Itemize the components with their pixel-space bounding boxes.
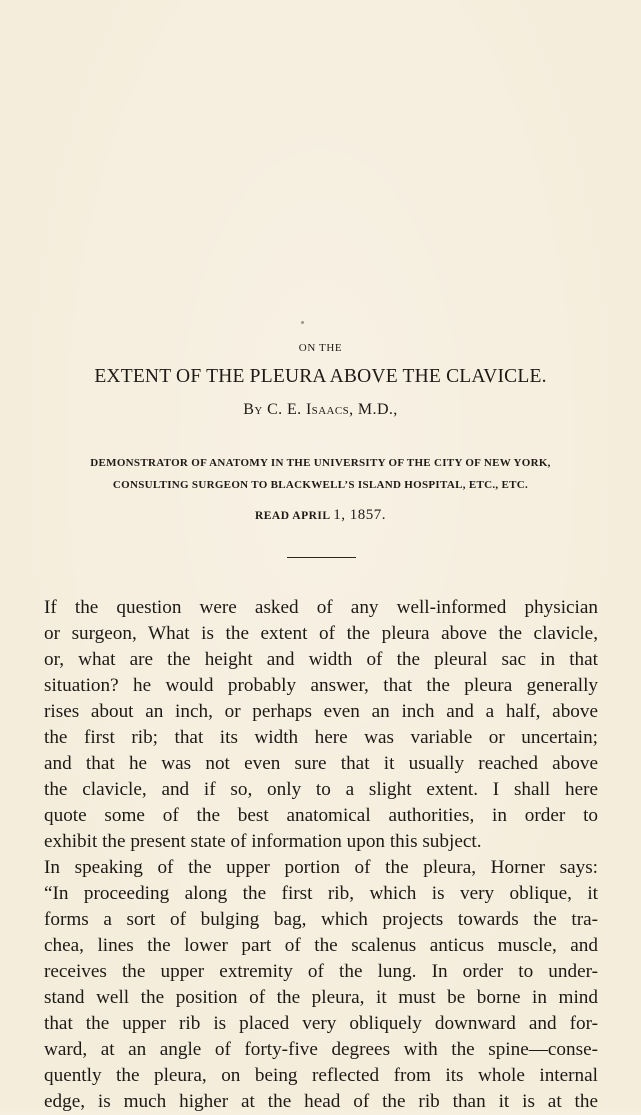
body-line: If the question were asked of any well-informed physician bbox=[44, 597, 598, 618]
read-date bbox=[0, 507, 641, 524]
body-line: forms a sort of bulging bag, which projects towards the tra- bbox=[44, 909, 598, 930]
read-label: READ APRIL bbox=[254, 510, 330, 522]
body-line: that the upper rib is placed very obliquely downward and for- bbox=[44, 1013, 598, 1034]
body-line: quote some of the best anatomical authorities, in order to bbox=[44, 805, 598, 826]
body-line: In speaking of the upper portion of the pleura, Horner says: bbox=[44, 857, 598, 878]
body-line: receives the upper extremity of the lung. In order to under- bbox=[44, 961, 598, 982]
body-line: the first rib; that its width here was variable or uncertain; bbox=[44, 727, 598, 748]
author-credentials-line-1: DEMONSTRATOR OF ANATOMY IN THE UNIVERSITY OF THE CITY OF NEW YORK, bbox=[90, 457, 551, 469]
body-line: ward, at an angle of forty-five degrees with the spine—conse- bbox=[44, 1039, 598, 1060]
pre-title: ON THE bbox=[298, 342, 343, 354]
separator-rule bbox=[287, 557, 356, 558]
body-line: exhibit the present state of information upon this subject. bbox=[44, 831, 482, 852]
read-date-value: 1, 1857. bbox=[333, 507, 387, 523]
body-line: chea, lines the lower part of the scalenus anticus muscle, and bbox=[44, 935, 598, 956]
body-line: edge, is much higher at the head of the rib than it is at the bbox=[44, 1091, 598, 1112]
body-line: situation? he would probably answer, that the pleura generally bbox=[44, 675, 598, 696]
body-line: “In proceeding along the first rib, which is very oblique, it bbox=[44, 883, 598, 904]
body-line: and that he was not even sure that it usually reached above bbox=[44, 753, 598, 774]
body-line: or surgeon, What is the extent of the pleura above the clavicle, bbox=[44, 623, 598, 644]
body-line: the clavicle, and if so, only to a slight extent. I shall here bbox=[44, 779, 598, 800]
paper-speck bbox=[301, 321, 304, 324]
author-byline: By C. E. Isaacs, M.D., bbox=[243, 401, 398, 418]
body-line: quently the pleura, on being reflected from its whole internal bbox=[44, 1065, 598, 1086]
article-title: EXTENT OF THE PLEURA ABOVE THE CLAVICLE. bbox=[94, 366, 547, 387]
body-line: rises about an inch, or perhaps even an inch and a half, above bbox=[44, 701, 598, 722]
body-line: or, what are the height and width of the pleural sac in that bbox=[44, 649, 598, 670]
body-line: stand well the position of the pleura, it must be borne in mind bbox=[44, 987, 598, 1008]
author-credentials-line-2: CONSULTING SURGEON TO BLACKWELL’S ISLAND HOSPITAL, ETC., ETC. bbox=[112, 479, 529, 491]
